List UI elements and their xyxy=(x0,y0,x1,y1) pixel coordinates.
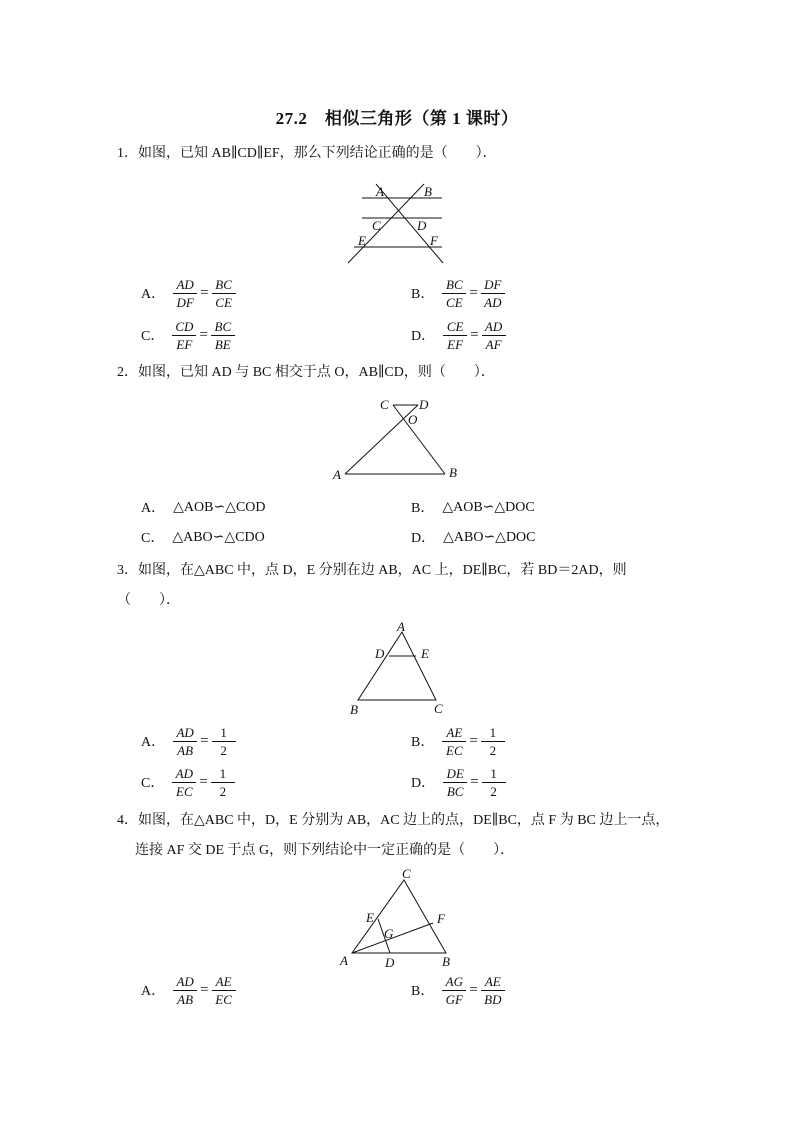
q3-option-c[interactable]: C． $\frac{AD}{EC}$ = $\frac{1}{2}$ xyxy=(141,762,235,802)
figure-parallel-lines xyxy=(340,178,460,268)
question-4-text-line2: 连接 AF 交 DE 于点 G，则下列结论中一定正确的是（ ）． xyxy=(135,843,515,858)
q1-option-d[interactable]: D． $\frac{CE}{EF}$ = $\frac{AD}{AF}$ xyxy=(411,315,506,355)
label-A: A xyxy=(333,467,341,482)
q3-option-a[interactable]: A． $\frac{AD}{AB}$ = $\frac{1}{2}$ xyxy=(141,721,236,761)
label-A: A xyxy=(376,184,384,199)
q3-option-b[interactable]: B． $\frac{AE}{EC}$ = $\frac{1}{2}$ xyxy=(411,721,505,761)
q1-option-b[interactable]: B． $\frac{BC}{CE}$ = $\frac{DF}{AD}$ xyxy=(411,273,505,313)
figure-triangle-abc xyxy=(340,618,460,718)
q3-option-d[interactable]: D． $\frac{DE}{BC}$ = $\frac{1}{2}$ xyxy=(411,762,506,802)
label-D: D xyxy=(385,955,395,970)
page-title: 27.2 相似三角形（第 1 课时） xyxy=(275,109,519,128)
q4-option-b[interactable]: B． $\frac{AG}{GF}$ = $\frac{AE}{BD}$ xyxy=(411,970,505,1010)
label-E: E xyxy=(421,646,429,661)
q2-option-a[interactable]: A． △AOB∽△COD xyxy=(141,499,266,516)
label-D: D xyxy=(417,218,427,233)
q4-option-a[interactable]: A． $\frac{AD}{AB}$ = $\frac{AE}{EC}$ xyxy=(141,970,236,1010)
q2-option-d[interactable]: D． △ABO∽△DOC xyxy=(411,529,536,546)
segment-cb xyxy=(393,405,445,474)
label-F: F xyxy=(430,233,438,248)
label-E: E xyxy=(358,233,366,248)
label-B: B xyxy=(424,184,432,199)
question-3-text-line2: （ ）． xyxy=(117,593,180,608)
question-2-text: 2．如图，已知 AD 与 BC 相交于点 O，AB∥CD，则（ ）． xyxy=(117,365,495,380)
question-3-text-line1: 3．如图，在△ABC 中，点 D，E 分别在边 AB，AC 上，DE∥BC，若 BD＝2AD，则 xyxy=(117,563,627,578)
label-B: B xyxy=(449,465,457,480)
question-4-text-line1: 4．如图，在△ABC 中，D，E 分别为 AB，AC 边上的点，DE∥BC，点 F 为 BC 边上一点， xyxy=(117,813,670,828)
figure-triangle-afg xyxy=(330,862,470,972)
label-G: G xyxy=(384,926,394,941)
label-D: D xyxy=(419,397,429,412)
label-F: F xyxy=(437,911,445,926)
label-B: B xyxy=(442,954,450,969)
label-C: C xyxy=(380,397,389,412)
label-C: C xyxy=(372,218,381,233)
label-D: D xyxy=(375,646,385,661)
label-C: C xyxy=(402,866,411,881)
label-C: C xyxy=(434,701,443,716)
label-E: E xyxy=(366,910,374,925)
q2-option-b[interactable]: B． △AOB∽△DOC xyxy=(411,499,535,516)
label-O: O xyxy=(408,412,418,427)
question-1-text: 1．如图，已知 AB∥CD∥EF，那么下列结论正确的是（ ）． xyxy=(117,146,497,161)
q1-option-c[interactable]: C． $\frac{CD}{EF}$ = $\frac{BC}{BE}$ xyxy=(141,315,235,355)
q2-option-c[interactable]: C． △ABO∽△CDO xyxy=(141,529,265,546)
label-A: A xyxy=(340,953,348,968)
label-A: A xyxy=(397,619,405,634)
label-B: B xyxy=(350,702,358,717)
q1-option-a[interactable]: A． $\frac{AD}{DF}$ = $\frac{BC}{CE}$ xyxy=(141,273,236,313)
figure-bowtie-triangles xyxy=(325,393,470,488)
triangle-abc xyxy=(358,632,436,700)
